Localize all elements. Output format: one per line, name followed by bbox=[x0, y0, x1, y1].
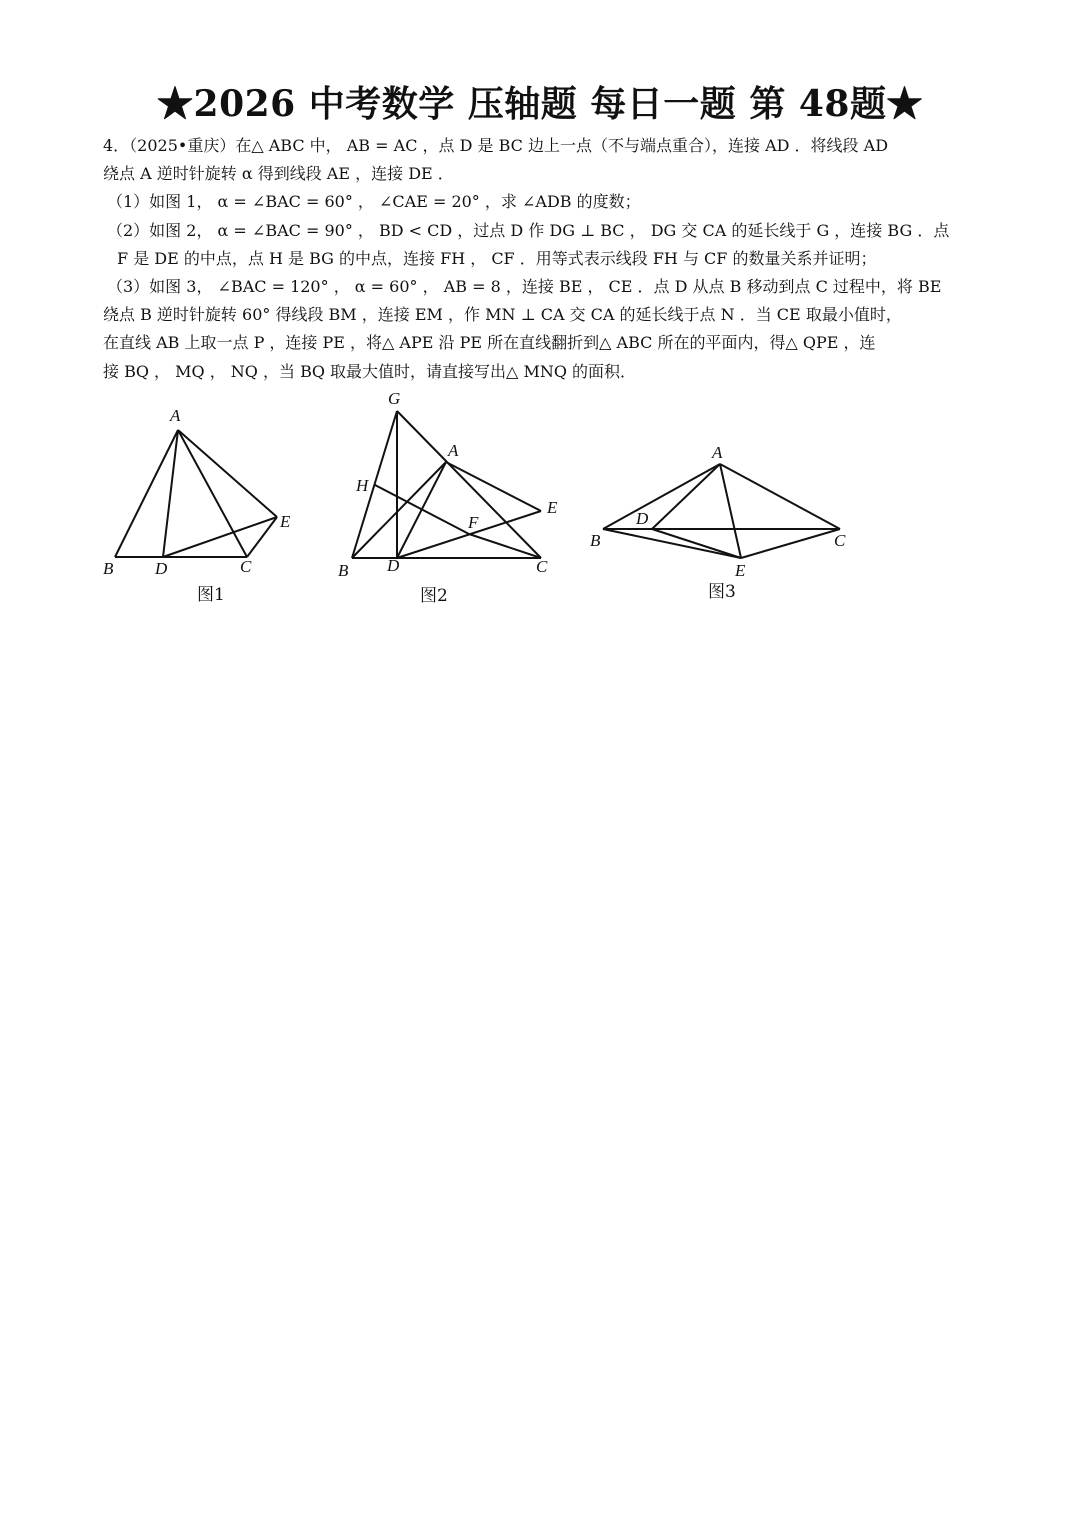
fig2-label-g: G bbox=[388, 389, 401, 408]
fig1-segment-ac bbox=[178, 430, 247, 557]
figure-1 bbox=[103, 406, 291, 605]
fig2-label-h: H bbox=[356, 476, 369, 495]
fig3-segment-ae bbox=[720, 464, 741, 558]
problem-line-2: 绕点 A 逆时针旋转 α 得到线段 AE ，连接 DE ． bbox=[103, 164, 454, 184]
fig2-label-a: A bbox=[448, 441, 459, 460]
fig1-label-c: C bbox=[240, 557, 252, 576]
fig2-segment-ae bbox=[446, 462, 541, 511]
problem-part-1: （1）如图 1， α = ∠BAC = 60° ， ∠CAE = 20° ，求 ∠ADB 的度数； bbox=[107, 192, 641, 212]
figure-2 bbox=[338, 389, 558, 606]
fig1-caption: 图1 bbox=[197, 585, 225, 605]
problem-part-3-cont-1: 绕点 B 逆时针旋转 60° 得线段 BM ，连接 EM ，作 MN ⊥ CA 交 CA 的延长线于点 N ．当 CE 取最小值时， bbox=[103, 305, 902, 325]
fig1-label-d: D bbox=[155, 559, 168, 578]
fig3-caption: 图3 bbox=[708, 582, 736, 602]
problem-line-1: 4．（2025•重庆）在△ ABC 中， AB = AC ，点 D 是 BC 边上一点（不与端点重合），连接 AD ．将线段 AD bbox=[103, 136, 889, 155]
fig3-segment-de bbox=[652, 529, 741, 558]
figure-3 bbox=[590, 443, 846, 602]
fig2-label-f: F bbox=[468, 513, 479, 532]
fig3-segment-ce bbox=[741, 529, 840, 558]
problem-part-3-cont-3: 接 BQ ， MQ ， NQ ，当 BQ 取最大值时，请直接写出△ MNQ 的面积． bbox=[103, 361, 637, 381]
fig1-segment-ab bbox=[115, 430, 178, 557]
fig3-label-d: D bbox=[636, 509, 649, 528]
fig3-label-e: E bbox=[735, 561, 746, 580]
fig1-label-a: A bbox=[170, 406, 181, 425]
geometry-figures bbox=[0, 0, 1080, 620]
fig3-label-a: A bbox=[712, 443, 723, 462]
fig1-segment-de bbox=[163, 517, 277, 557]
problem-part-3: （3）如图 3， ∠BAC = 120° ， α = 60° ， AB = 8 ，连接 BE ， CE ．点 D 从点 B 移动到点 C 过程中，将 BE bbox=[107, 276, 942, 296]
fig2-label-e: E bbox=[547, 498, 558, 517]
fig3-label-c: C bbox=[834, 531, 846, 550]
fig2-label-c: C bbox=[536, 557, 548, 576]
problem-part-2-cont: F 是 DE 的中点，点 H 是 BG 的中点，连接 FH ， CF ．用等式表示线段 FH 与 CF 的数量关系并证明； bbox=[117, 248, 877, 268]
problem-part-2: （2）如图 2， α = ∠BAC = 90° ， BD < CD ，过点 D 作 DG ⊥ BC ， DG 交 CA 的延长线于 G ，连接 BG ．点 bbox=[107, 220, 950, 240]
fig1-label-e: E bbox=[280, 512, 291, 531]
fig1-segment-ae bbox=[178, 430, 277, 517]
page-title: ★2026 中考数学 压轴题 每日一题 第 48题★ bbox=[157, 83, 923, 125]
fig3-label-b: B bbox=[590, 531, 601, 550]
fig2-label-b: B bbox=[338, 561, 349, 580]
fig2-segment-gc bbox=[397, 411, 541, 558]
fig3-segment-ac bbox=[720, 464, 840, 529]
fig2-segment-hf bbox=[375, 485, 469, 534]
fig2-label-d: D bbox=[387, 556, 400, 575]
fig2-caption: 图2 bbox=[420, 586, 448, 606]
fig1-label-b: B bbox=[103, 559, 114, 578]
fig1-segment-ad bbox=[163, 430, 178, 557]
fig3-segment-be bbox=[603, 529, 741, 558]
problem-part-3-cont-2: 在直线 AB 上取一点 P ，连接 PE ，将△ APE 沿 PE 所在直线翻折到△ ABC 所在的平面内，得△ QPE ，连 bbox=[103, 333, 876, 353]
